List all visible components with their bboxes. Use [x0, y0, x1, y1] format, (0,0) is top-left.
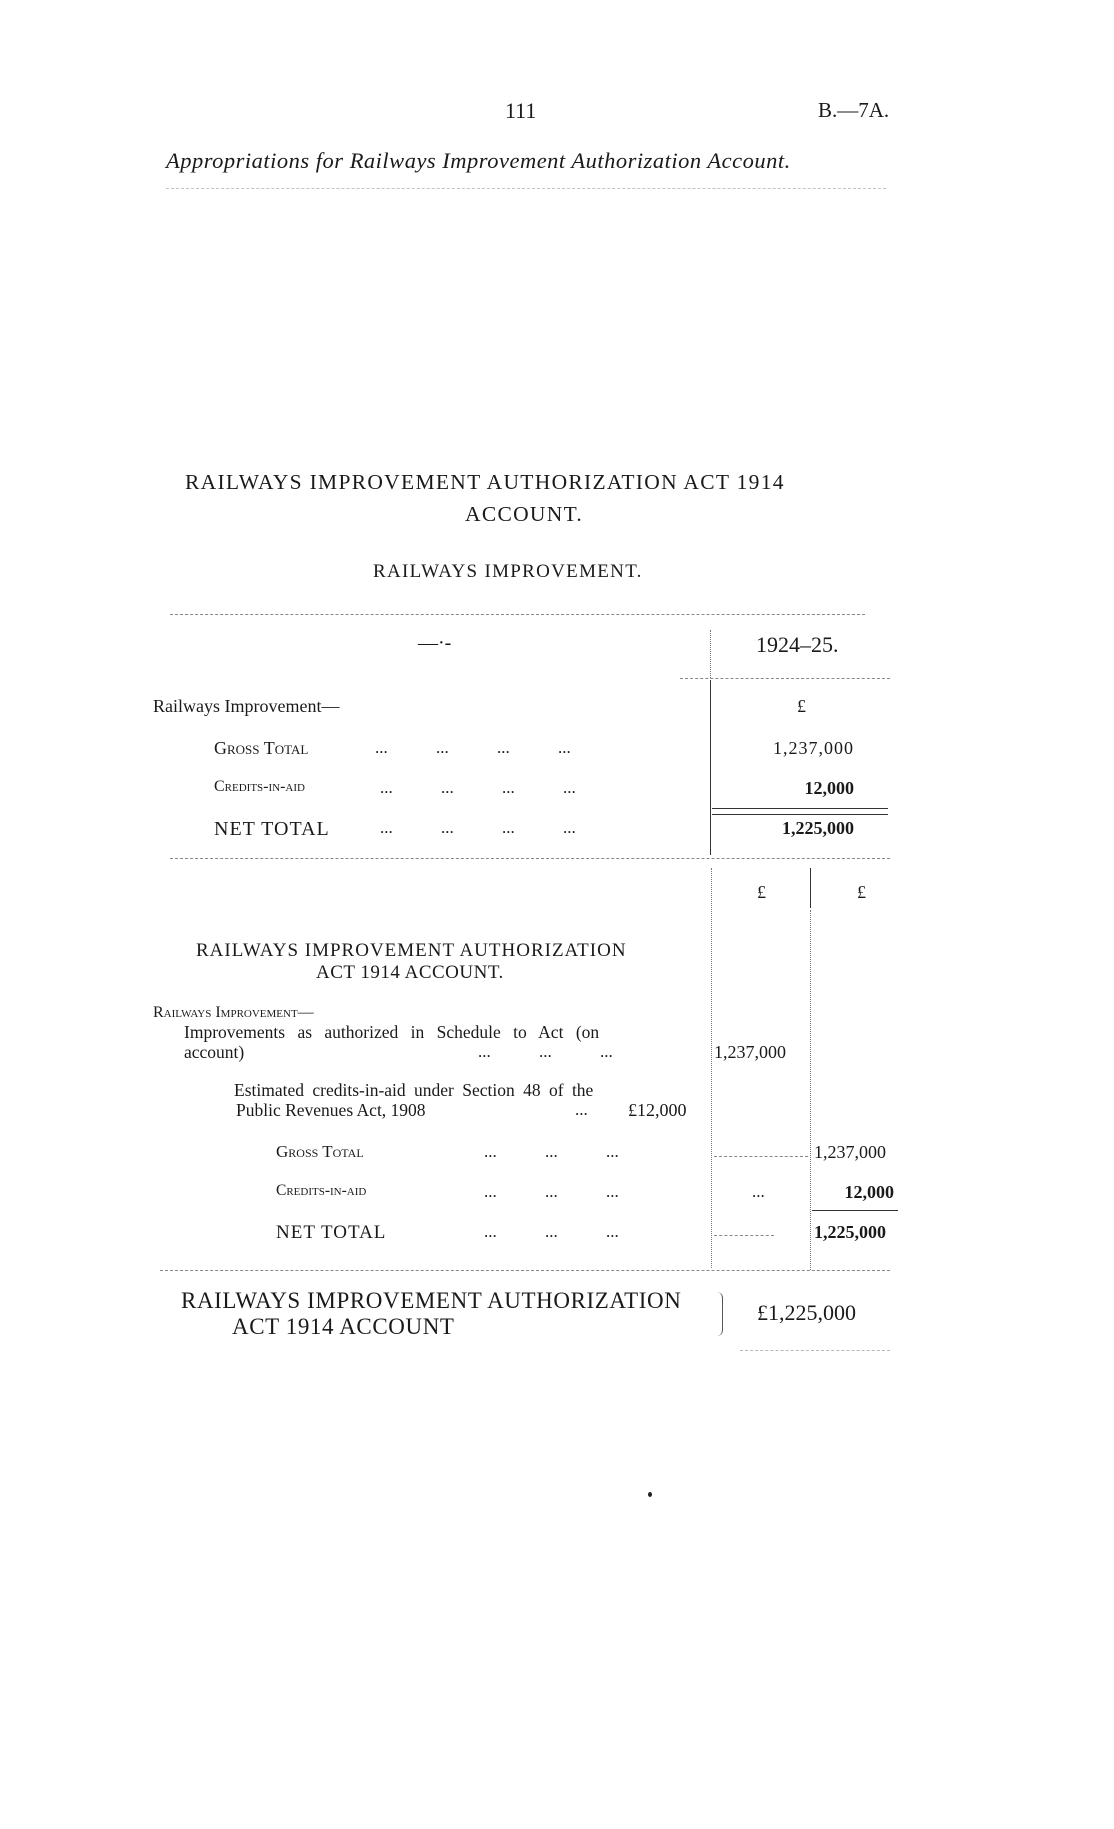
detail-section-label: Railways Improvement— — [153, 1004, 314, 1021]
detail-item-dots: ... ... ... — [478, 1042, 613, 1061]
detail-row-value: 1,237,000 — [814, 1142, 886, 1162]
summary-row-label: NET TOTAL — [214, 818, 330, 840]
grand-total-brace — [716, 1292, 723, 1336]
summary-row-dots: ... ... ... ... — [380, 818, 576, 837]
summary-row-dots: ... ... ... ... — [375, 738, 571, 757]
summary-column-divider — [710, 680, 711, 855]
detail-row-col1: ... — [752, 1182, 765, 1201]
detail-col1-divider — [711, 868, 712, 1268]
print-speck — [648, 1492, 652, 1497]
detail-credits-note-line1: Estimated credits-in-aid under Section 48 of the — [234, 1080, 594, 1100]
page-number: 111 — [505, 98, 537, 123]
detail-item-line1: Improvements as authorized in Schedule to Act (on — [184, 1022, 600, 1042]
detail-row-leader — [714, 1156, 808, 1157]
detail-row-leader — [714, 1235, 774, 1236]
detail-total-rule — [812, 1210, 898, 1211]
account-title-line2: ACCOUNT. — [465, 502, 584, 526]
summary-end-rule — [170, 858, 890, 859]
summary-year-header: 1924–25. — [756, 632, 839, 657]
summary-row-label: Gross Total — [214, 738, 309, 758]
detail-credits-note-dots: ... — [575, 1100, 588, 1119]
detail-title-line1: RAILWAYS IMPROVEMENT AUTHORIZATION — [196, 940, 627, 961]
detail-end-rule — [160, 1270, 890, 1271]
detail-row-dots: ... ... ... — [484, 1142, 619, 1161]
detail-row-label: NET TOTAL — [276, 1222, 387, 1243]
grand-total-end-rule — [740, 1350, 890, 1351]
summary-row-label: Credits-in-aid — [214, 778, 305, 795]
detail-currency-col2: £ — [857, 882, 866, 902]
detail-row-label: Gross Total — [276, 1142, 364, 1161]
subtitle-rule — [166, 188, 886, 189]
summary-total-rule — [712, 808, 888, 809]
grand-total-value: £1,225,000 — [757, 1300, 856, 1325]
grand-total-label-line1: RAILWAYS IMPROVEMENT AUTHORIZATION — [181, 1288, 682, 1313]
summary-currency: £ — [797, 696, 806, 716]
detail-credits-note-line2: Public Revenues Act, 1908 — [236, 1100, 426, 1120]
summary-row-dots: ... ... ... ... — [380, 778, 576, 797]
detail-item-line2: account) — [184, 1042, 245, 1062]
detail-credits-note-value: £12,000 — [628, 1100, 687, 1120]
summary-section-label: Railways Improvement— — [153, 696, 340, 716]
detail-row-value: 12,000 — [844, 1182, 894, 1202]
summary-blank-header: —·- — [418, 632, 452, 654]
detail-row-value: 1,225,000 — [814, 1222, 886, 1242]
detail-row-label: Credits-in-aid — [276, 1182, 367, 1199]
summary-header-divider — [710, 630, 711, 678]
summary-row-value: 12,000 — [804, 778, 854, 798]
detail-currency-col1: £ — [757, 882, 766, 902]
detail-row-dots: ... ... ... — [484, 1182, 619, 1201]
summary-top-rule — [170, 614, 865, 615]
summary-header-rule — [680, 678, 890, 679]
paper-reference: B.—7A. — [818, 98, 890, 122]
summary-bottom-rule — [712, 814, 888, 815]
account-title-line1: RAILWAYS IMPROVEMENT AUTHORIZATION ACT 1914 — [185, 470, 785, 494]
account-subtitle: RAILWAYS IMPROVEMENT. — [373, 561, 643, 582]
detail-row-dots: ... ... ... — [484, 1222, 619, 1241]
detail-title-line2: ACT 1914 ACCOUNT. — [316, 962, 504, 983]
summary-row-value: 1,237,000 — [773, 738, 854, 758]
detail-item-value: 1,237,000 — [714, 1042, 786, 1062]
detail-col2-divider — [810, 868, 811, 908]
page-subtitle: Appropriations for Railways Improvement Authorization Account. — [166, 148, 791, 173]
grand-total-label-line2: ACT 1914 ACCOUNT — [232, 1314, 455, 1339]
summary-row-value: 1,225,000 — [782, 818, 854, 838]
detail-col2-divider-lower — [810, 910, 811, 1270]
